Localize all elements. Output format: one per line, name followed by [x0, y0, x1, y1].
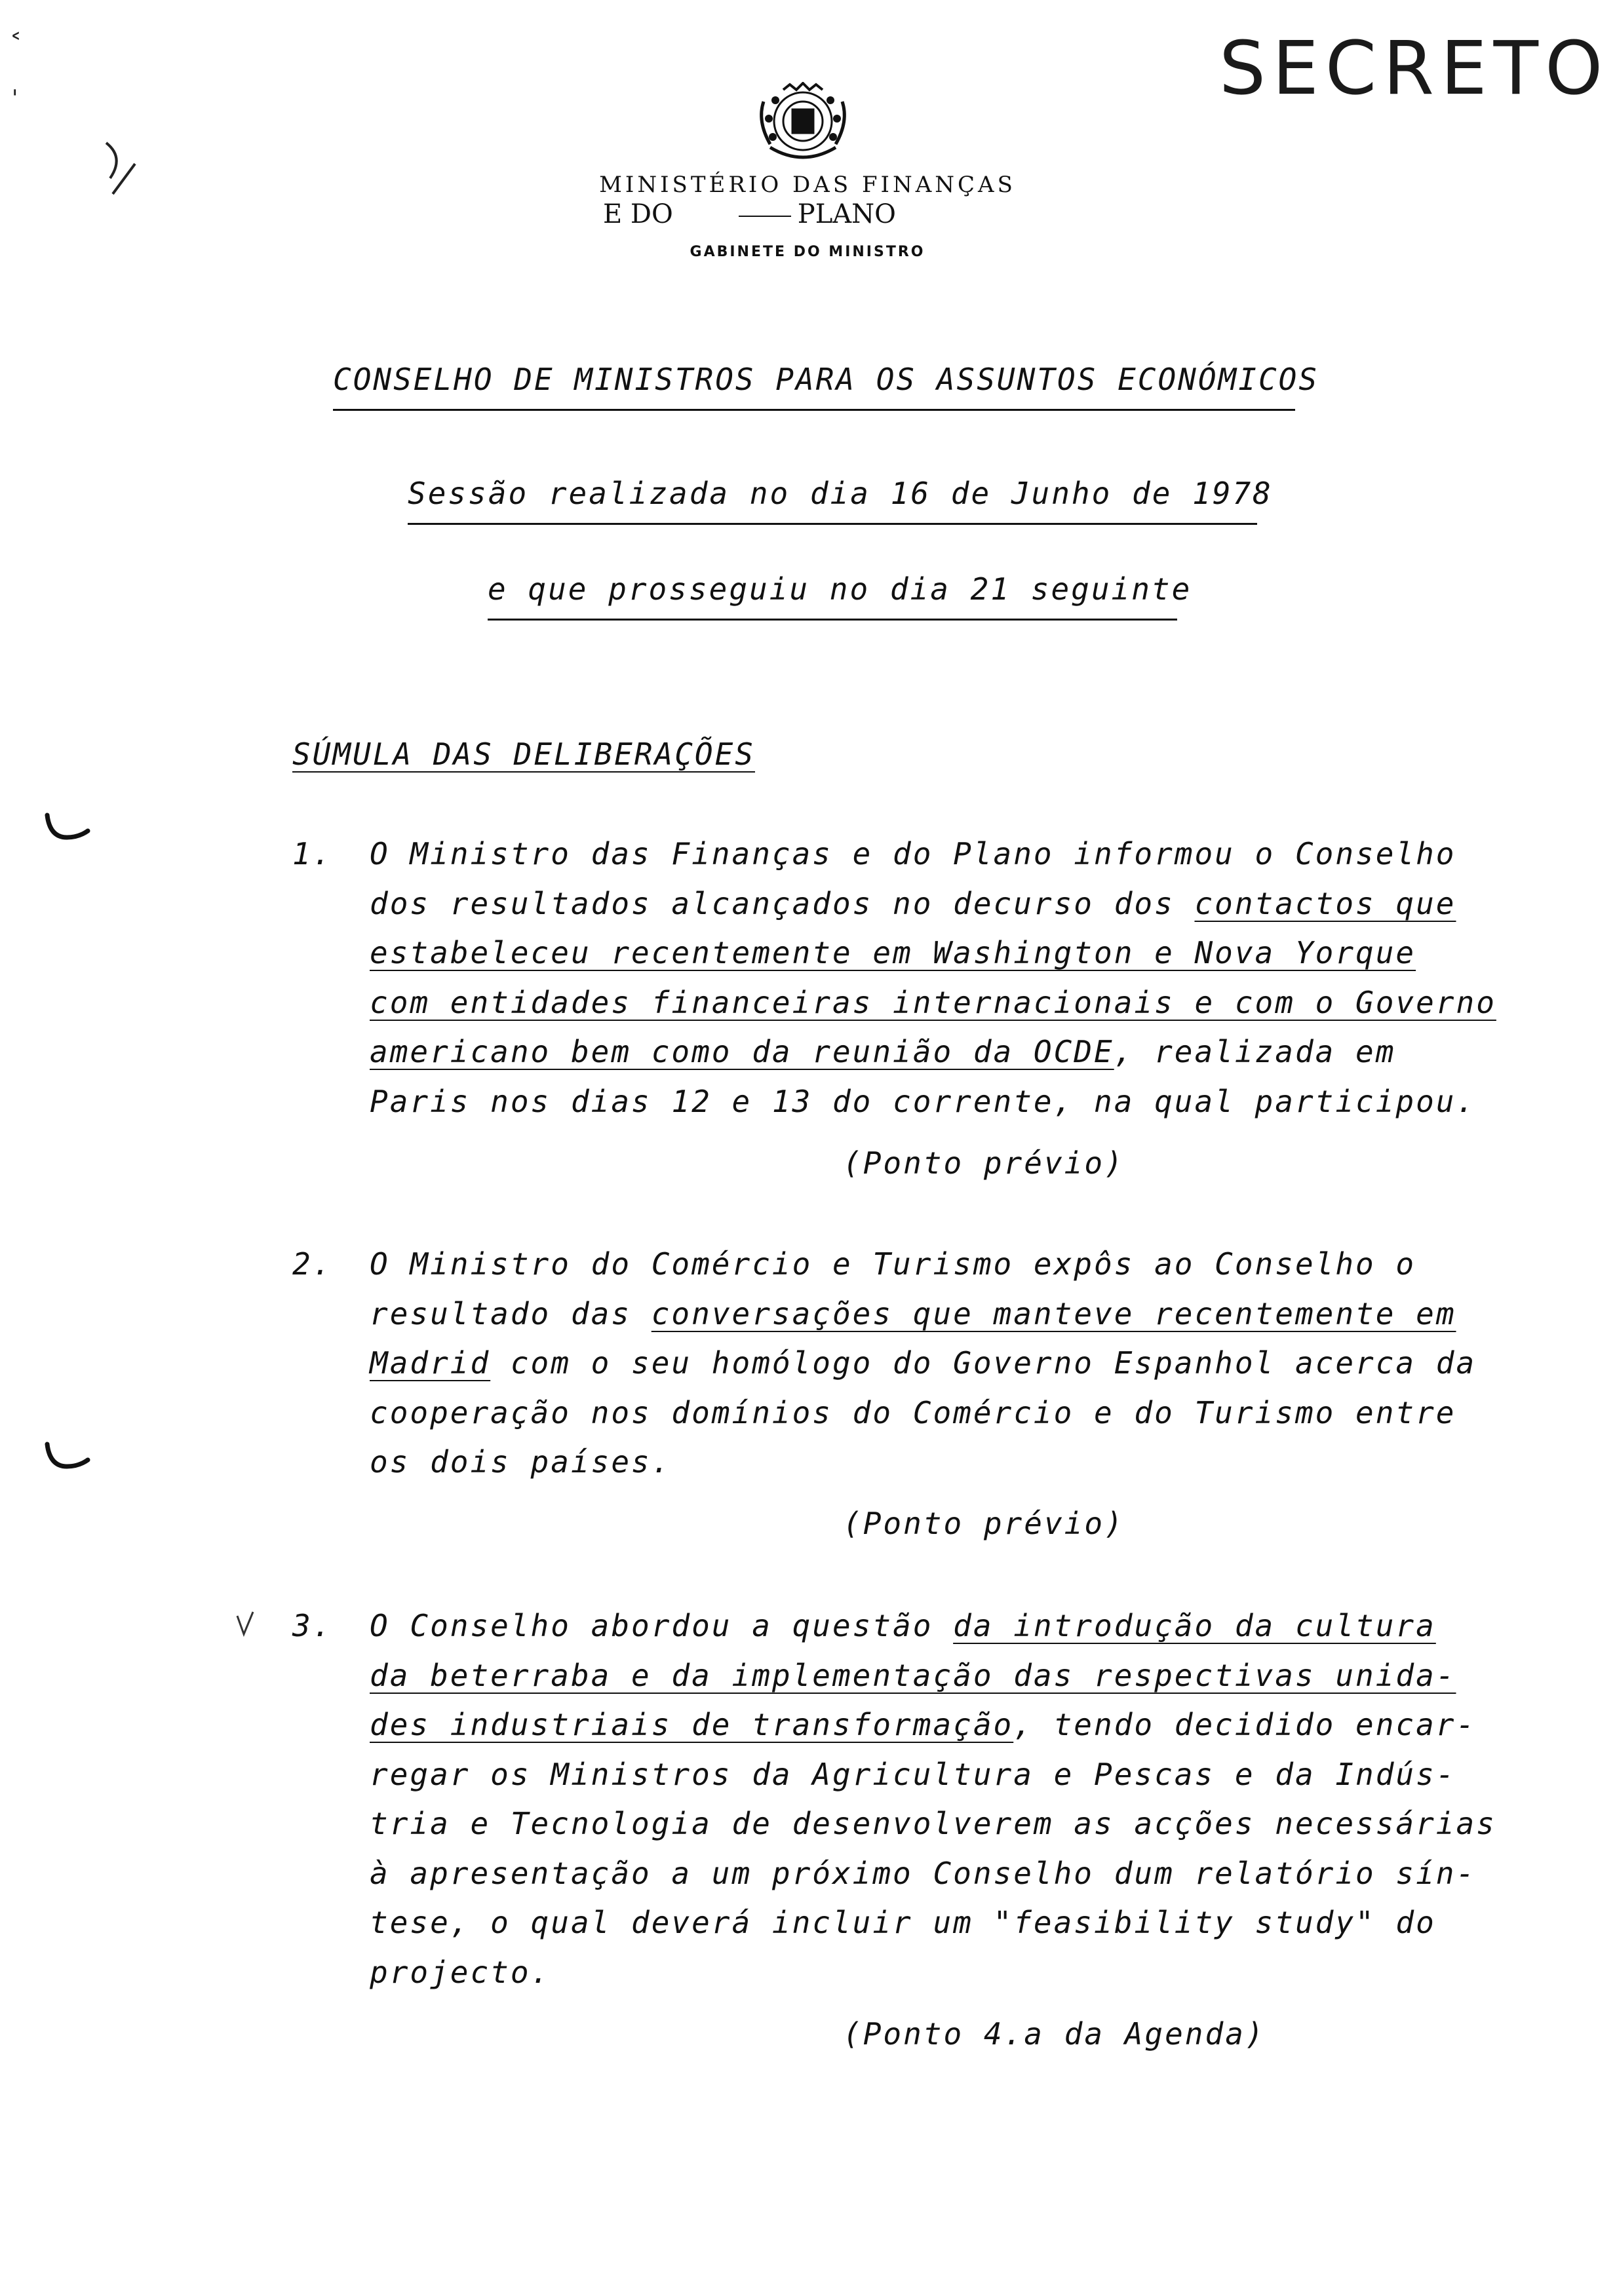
text-segment: O Conselho abordou a questão	[370, 1608, 954, 1643]
session-continuation: e que prosseguiu no dia 21 seguinte	[488, 571, 1177, 621]
text-segment: , tendo decidido encar-	[1013, 1707, 1477, 1742]
underlined-text: da introdução da cultura	[953, 1608, 1436, 1643]
ministry-line2-suffix: PLANO	[797, 199, 896, 229]
text-segment: resultado das	[370, 1295, 652, 1331]
item-text-line	[370, 1034, 1395, 1069]
item-text-line	[370, 1444, 671, 1480]
item-text-line	[370, 1955, 551, 1990]
item-text-line	[370, 1395, 1456, 1430]
underlined-text: americano bem como da reunião da OCDE	[370, 1034, 1114, 1069]
item-text-line	[370, 1084, 1476, 1119]
underlined-text: Madrid	[370, 1345, 491, 1381]
text-segment: O Ministro do Comércio e Turismo expôs ao Conselho o	[370, 1246, 1416, 1282]
text-segment: tese, o qual deverá incluir um "feasibility study" do	[370, 1905, 1436, 1940]
margin-check-mark-1	[41, 811, 93, 851]
item-number: 2.	[292, 1246, 333, 1282]
item-text-line	[370, 1658, 1456, 1693]
ministry-name-line2	[603, 199, 896, 229]
text-segment: à apresentação a um próximo Conselho dum relatório sín-	[370, 1855, 1477, 1891]
text-segment: cooperação nos domínios do Comércio e do Turismo entre	[370, 1394, 1456, 1430]
summary-heading-text: SÚMULA DAS DELIBERAÇÕES	[292, 737, 755, 772]
text-segment: Paris nos dias 12 e 13 do corrente, na qual participou.	[370, 1083, 1477, 1119]
underlined-text: estabeleceu recentemente em Washington e Nova Yorque	[370, 935, 1416, 970]
item-text-line	[370, 1757, 1456, 1792]
item-text-line	[370, 1345, 1476, 1381]
margin-check-mark-2	[41, 1440, 93, 1480]
item-text-line	[370, 935, 1416, 970]
text-segment: regar os Ministros da Agricultura e Pescas e da Indús-	[370, 1756, 1456, 1792]
cabinet-name: GABINETE DO MINISTRO	[690, 244, 925, 260]
item-text-line	[370, 1856, 1476, 1891]
item-number: 1.	[292, 836, 333, 871]
text-segment: dos resultados alcançados no decurso dos	[370, 885, 1195, 921]
margin-mark-top: ˂	[9, 30, 22, 60]
underlined-text: conversações que manteve recentemente em	[651, 1295, 1456, 1331]
item-reference: (Ponto prévio)	[843, 1506, 1125, 1541]
underlined-text: da beterraba e da implementação das respectivas unida-	[370, 1657, 1456, 1693]
item-text-line	[370, 985, 1496, 1020]
text-segment: os dois países.	[370, 1444, 672, 1480]
item-text-line	[370, 886, 1456, 921]
coat-of-arms-emblem	[744, 82, 862, 167]
ministry-line2-prefix: E DO	[603, 199, 673, 229]
item-text-line	[370, 1608, 1436, 1643]
item-text-line	[370, 836, 1456, 871]
margin-mark-ticks: '	[12, 85, 18, 111]
item-reference: (Ponto 4.a da Agenda)	[843, 2016, 1266, 2052]
letterhead-dash	[739, 216, 791, 217]
ministry-name: MINISTÉRIO DAS FINANÇAS	[599, 172, 1016, 198]
text-segment: projecto.	[370, 1954, 551, 1990]
text-segment: O Ministro das Finanças e do Plano informou o Conselho	[370, 836, 1456, 871]
item-text-line	[370, 1905, 1436, 1940]
session-date: Sessão realizada no dia 16 de Junho de 1978	[408, 476, 1257, 525]
item-text-line	[370, 1707, 1476, 1742]
text-segment: tria e Tecnologia de desenvolverem as acções necessárias	[370, 1806, 1496, 1841]
underlined-text: contactos que	[1194, 885, 1456, 921]
text-segment: com o seu homólogo do Governo Espanhol acerca da	[490, 1345, 1477, 1381]
council-title: CONSELHO DE MINISTROS PARA OS ASSUNTOS ECONÓMICOS	[333, 362, 1295, 411]
item-reference: (Ponto prévio)	[843, 1145, 1125, 1181]
margin-tick-mark	[233, 1608, 260, 1641]
text-segment: , realizada em	[1114, 1034, 1396, 1069]
item-text-line	[370, 1806, 1496, 1841]
item-text-line	[370, 1246, 1416, 1282]
underlined-text: com entidades financeiras internacionais e com o Governo	[370, 984, 1496, 1020]
item-number: 3.	[292, 1608, 333, 1643]
item-text-line	[370, 1296, 1456, 1331]
underlined-text: des industriais de transformação	[370, 1707, 1014, 1742]
summary-heading	[292, 737, 755, 772]
classification-stamp: SECRETO	[1219, 26, 1610, 111]
